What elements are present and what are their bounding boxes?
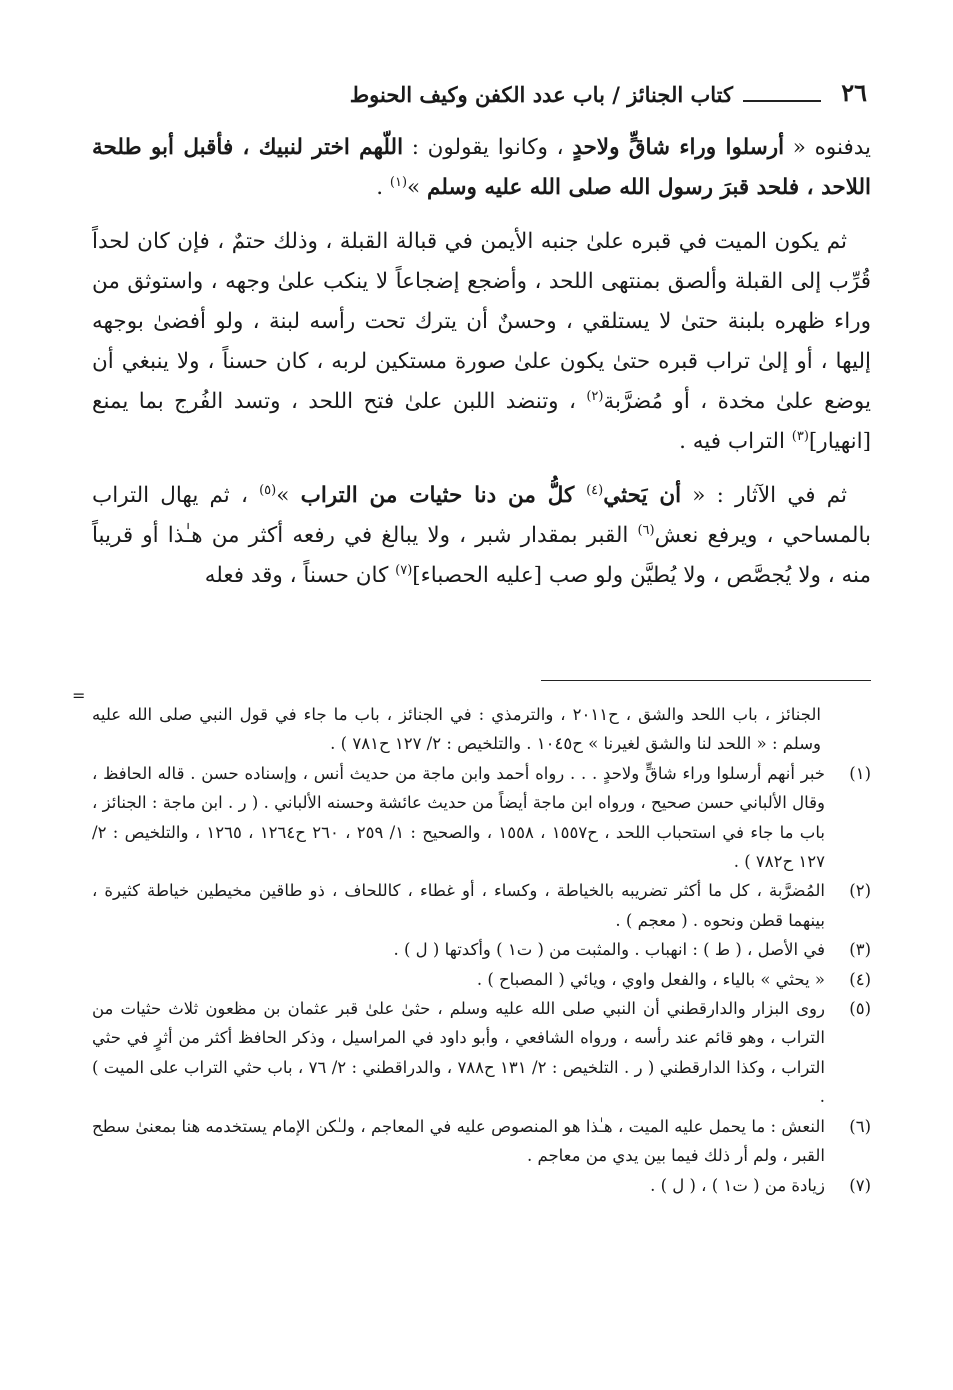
footnote-text: النعش : ما يحمل عليه الميت ، هـٰذا هو المنصوص عليه في المعاجم ، ولـٰكن الإمام يستخدمه هنا بمعنىٰ سطح القبر ، ولم أر ذلك فيما بين يدي من معاجم . (92, 1116, 825, 1166)
footnote-ref[interactable]: (٥) (259, 482, 277, 498)
footnote-text: خبر أنهم أرسلوا وراء شاقٍّ ولاحدٍ . . . رواه أحمد وابن ماجة من حديث أنس ، وإسناده حسن . قاله الحافظ ، وقال الألباني حسن صحيح ، ورواه ابن ماجة أيضاً من حديث عائشة وحسنه الألباني . ( ر . ابن ماجة : الجنائز ، باب ما جاء في استحباب اللحد ، ح١٥٥٧ ، ١٥٥٨ ، والصحيح : ١/ ٢٥٩ ، ٢٦٠ ح١٢٦٤ ، ١٢٦٥ ، والتلخيص : ٢/ ١٢٧ ح٧٨٢ ) . (92, 763, 825, 872)
footnote-number: (٧) (849, 1175, 871, 1195)
header-rule (743, 100, 821, 102)
footnote-text: « يحثي » بالياء ، والفعل واوي ، ويائي ( المصباح ) . (476, 969, 825, 989)
text-run: ثم يكون الميت في قبره علىٰ جنبه الأيمن في قبالة القبلة ، وذلك حتمٌ ، فإن كان لحداً قُرِّب إلى القبلة وألصق بمنتهى اللحد ، وأضجع إضجاعاً لا ينكب علىٰ وجهه ، واستوثق من وراء ظهره بلبنة حتىٰ لا يستلقي ، وحسنٌ أن يترك تحت رأسه لبنة ، ولو أفضىٰ بوجهه إليها ، أو إلىٰ تراب قبره حتىٰ يكون علىٰ صورة مستكين لربه ، كان حسناً ، ولا ينبغي أن يوضع علىٰ مخدة ، أو مُضرَّبة (92, 229, 871, 414)
footnote-text: زيادة من ( ت١ ) ، ( ل ) . (650, 1175, 825, 1195)
footnote-text: المُضرَّبة ، كل ما أكثر تضريبه بالخياطة ، وكساء ، أو غطاء ، كاللحاف ، ذو طاقين مخيطين خياطة كثيرة ، بينهما قطن ونحوه . ( معجم ) . (92, 881, 825, 930)
footnote-number: (٥) (849, 999, 871, 1019)
chapter-title: كتاب الجنائز / باب عدد الكفن وكيف الحنوط (349, 82, 733, 107)
text-run: ، ثم يهال التراب بالمساحي ، ويرفع نعش (92, 483, 871, 548)
footnote-ref[interactable]: (٦) (637, 522, 655, 538)
text-run: ، وكانوا يقولون : (403, 135, 573, 160)
footnote-7 (92, 1171, 871, 1200)
text-run: ، وتنضد اللبن علىٰ فتح اللحد ، وتسد الفُرج بما يمنع [انهيار] (92, 389, 871, 454)
text-run: يدفنوه « (784, 135, 871, 160)
footnote-ref[interactable]: (٢) (586, 388, 604, 404)
footnote-text: في الأصل ، ( ط ) : انهباب . والمثبت من ( ت١ ) وأكدتها ( ل ) . (393, 940, 825, 960)
text-run: كان حسناً ، وقد فعله (204, 563, 396, 588)
quote-text: أرسلوا وراء شاقٍّ ولاحدٍ (572, 135, 785, 160)
text-run: ثم في الآثار : « (681, 483, 847, 508)
text-run: القبر بمقدار شبر ، ولا يبالغ في رفعه أكثر من هـٰذا أو قريباً منه ، ولا يُجصَّص ، ولا يُطيَّن ولو صب [عليه الحصباء] (92, 523, 871, 588)
footnote-number: (١) (849, 763, 871, 783)
running-header (95, 78, 873, 118)
main-text (92, 128, 871, 610)
text-run: التراب فيه . (679, 429, 792, 454)
footnote-number: (٦) (849, 1116, 871, 1136)
footnote-2 (92, 876, 871, 935)
footnote-continuation: الجنائز ، باب اللحد والشق ، ح٢٠١١ ، والترمذي : في الجنائز ، باب ما جاء في قول النبي صلى الله عليه وسلم : « اللحد لنا والشق لغيرنا » ح١٠٤٥ . والتلخيص : ٢/ ١٢٧ ح٧٨١ ) . (92, 705, 821, 754)
footnote-4 (92, 965, 871, 994)
footnote-text: روى البزار والدارقطني أن النبي صلى الله عليه وسلم ، حثىٰ علىٰ قبر عثمان بن مظعون ثلاث حثيات من التراب ، وهو قائم عند رأسه ، ورواه الشافعي ، وأبو داود في المراسيل ، وذكر الحافظ أكثر من أثرٍ في حثي التراب ، وكذا الدارقطني ( ر . التلخيص : ٢/ ١٣١ ح٧٨٨ ، والدراقطني : ٢/ ٧٦ ، باب حثي التراب على الميت ) . (92, 999, 826, 1107)
footnote-5 (92, 994, 871, 1112)
quote-text: اللّهم اختر لنبيك ، فأقبل أبو طلحة اللاحد ، فلحد قبرَ رسول الله صلى الله عليه وسلم (92, 135, 871, 200)
continuation-marker: = (72, 686, 86, 705)
footnote-ref[interactable]: (٣) (791, 428, 809, 444)
footnote-ref[interactable]: (٤) (586, 482, 604, 498)
footnote-1 (92, 759, 871, 877)
footnote-number: (٤) (849, 969, 871, 989)
page-number: ٢٦ (841, 78, 867, 107)
footnote-number: (٢) (849, 881, 871, 901)
text-run: . (376, 175, 390, 200)
paragraph-2 (92, 222, 871, 462)
footnote-number: (٣) (849, 940, 871, 960)
quote-text: أن يَحثي (603, 483, 682, 508)
paragraph-1 (92, 128, 871, 208)
paragraph-3 (92, 476, 871, 596)
footnotes (92, 700, 871, 1200)
footnote-separator (541, 680, 871, 681)
quote-text: كلُّ من دنا حثيات من التراب (300, 483, 587, 508)
text-run: » (407, 175, 428, 200)
footnote-ref[interactable]: (١) (389, 174, 408, 190)
text-run: » (276, 483, 301, 508)
footnote-ref[interactable]: (٧) (395, 562, 413, 578)
footnote-6 (92, 1112, 871, 1171)
footnote-3 (92, 935, 871, 964)
